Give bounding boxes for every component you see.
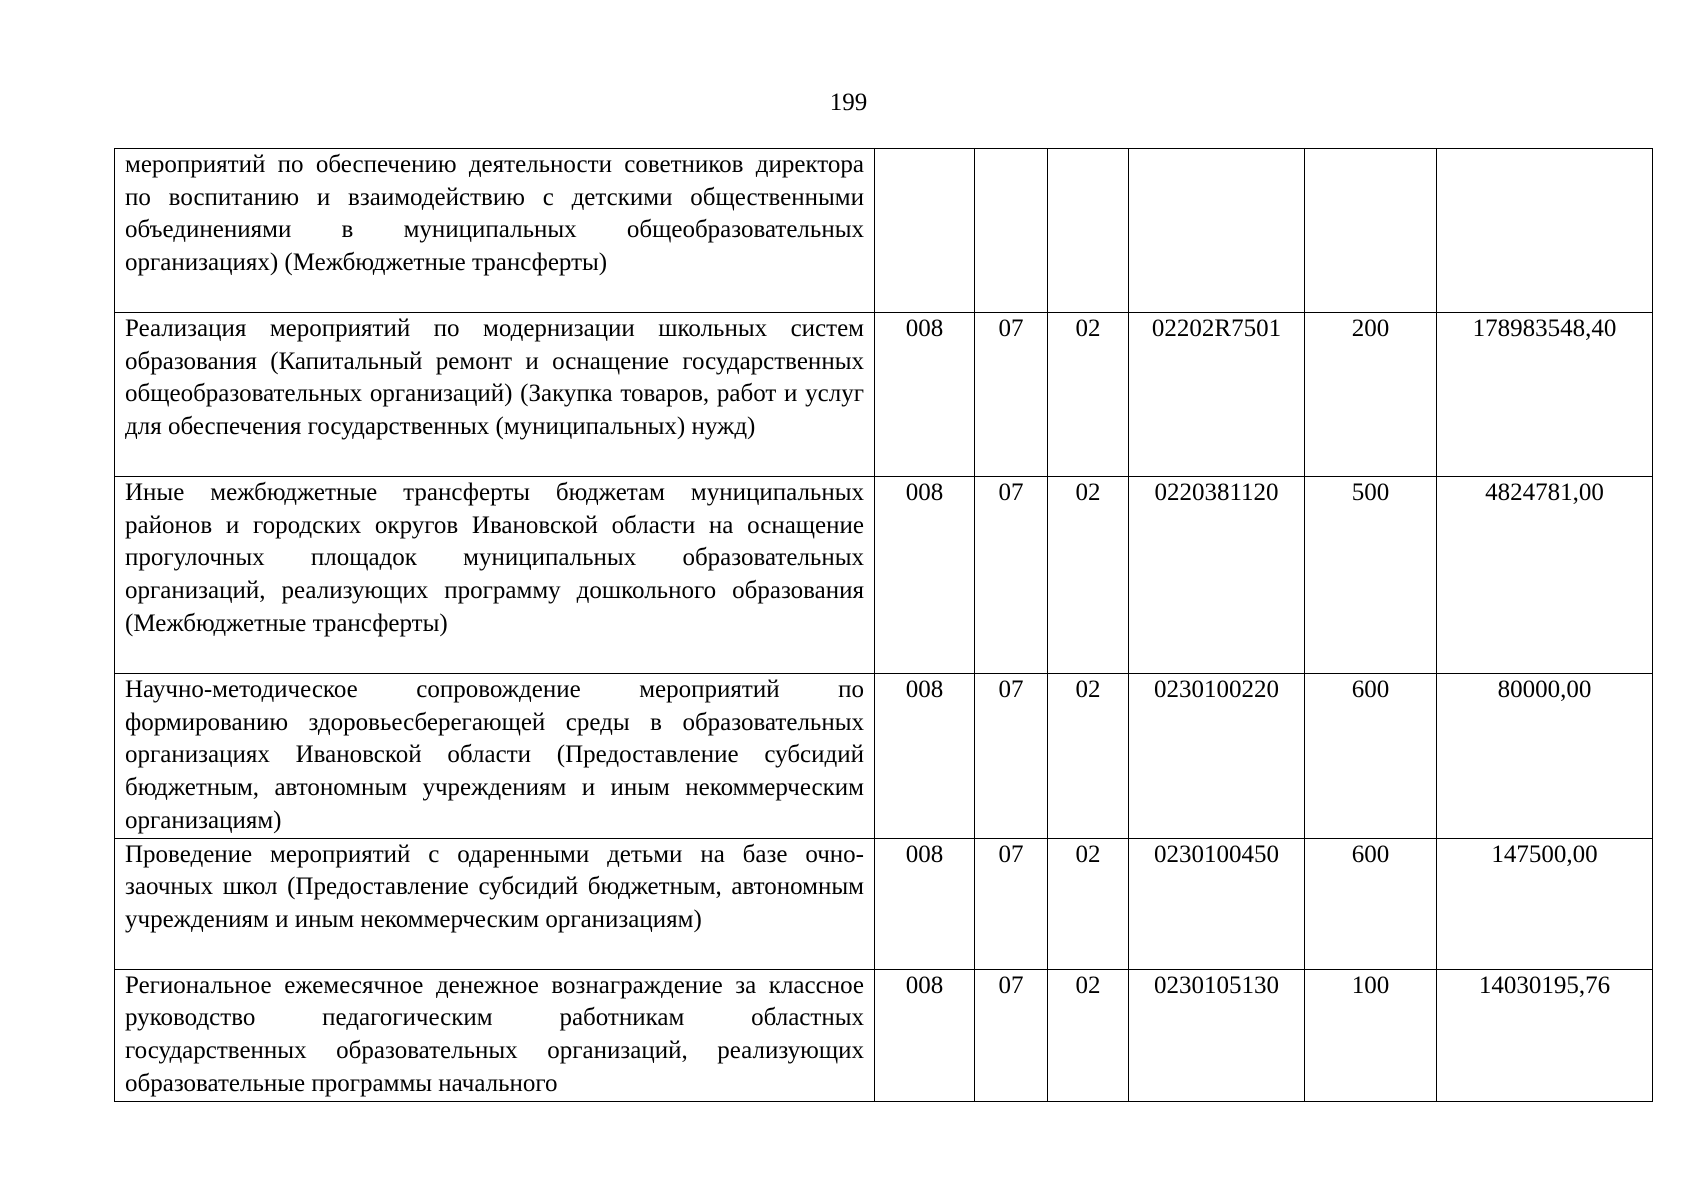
section-code: 07 xyxy=(975,477,1048,674)
subsection-code: 02 xyxy=(1048,477,1129,674)
section-code: 07 xyxy=(975,674,1048,839)
row-description: Реализация мероприятий по модернизации школьных систем образования (Капитальный ремонт и оснащение государственных общеобразовательных организаций) (Закупка товаров, работ и услуг для обеспечения государственных (муниципальных) нужд) xyxy=(115,313,875,477)
table-row xyxy=(115,969,1653,1101)
row-description: Научно-методическое сопровождение мероприятий по формированию здоровьесберегающей среды в образовательных организациях Ивановской области (Предоставление субсидий бюджетным, автономным учреждениям и иным некоммерческим организациям) xyxy=(115,674,875,839)
expense-type-code xyxy=(1305,149,1437,313)
table-row xyxy=(115,838,1653,969)
expense-type-code: 100 xyxy=(1305,969,1437,1101)
amount: 178983548,40 xyxy=(1437,313,1653,477)
section-code: 07 xyxy=(975,969,1048,1101)
section-code xyxy=(975,149,1048,313)
subsection-code: 02 xyxy=(1048,313,1129,477)
row-description: мероприятий по обеспечению деятельности советников директора по воспитанию и взаимодействию с детскими общественными объединениями в муниципальных общеобразовательных организациях) (Межбюджетные трансферты) xyxy=(115,149,875,313)
ministry-code xyxy=(875,149,975,313)
amount: 80000,00 xyxy=(1437,674,1653,839)
budget-table-body xyxy=(115,149,1653,1102)
row-description: Региональное ежемесячное денежное вознаграждение за классное руководство педагогическим работникам областных государственных образовательных организаций, реализующих образовательные программы начального xyxy=(115,969,875,1101)
row-description: Иные межбюджетные трансферты бюджетам муниципальных районов и городских округов Ивановской области на оснащение прогулочных площадок муниципальных образовательных организаций, реализующих программу дошкольного образования (Межбюджетные трансферты) xyxy=(115,477,875,674)
expense-type-code: 500 xyxy=(1305,477,1437,674)
ministry-code: 008 xyxy=(875,313,975,477)
table-row xyxy=(115,477,1653,674)
ministry-code: 008 xyxy=(875,674,975,839)
target-article-code: 0220381120 xyxy=(1129,477,1305,674)
target-article-code xyxy=(1129,149,1305,313)
amount: 4824781,00 xyxy=(1437,477,1653,674)
ministry-code: 008 xyxy=(875,838,975,969)
subsection-code xyxy=(1048,149,1129,313)
budget-table xyxy=(114,148,1653,1102)
subsection-code: 02 xyxy=(1048,674,1129,839)
ministry-code: 008 xyxy=(875,477,975,674)
page-number: 199 xyxy=(829,89,868,116)
ministry-code: 008 xyxy=(875,969,975,1101)
table-row xyxy=(115,149,1653,313)
row-description: Проведение мероприятий с одаренными детьми на базе очно-заочных школ (Предоставление субсидий бюджетным, автономным учреждениям и иным некоммерческим организациям) xyxy=(115,838,875,969)
expense-type-code: 200 xyxy=(1305,313,1437,477)
target-article-code: 0230100220 xyxy=(1129,674,1305,839)
expense-type-code: 600 xyxy=(1305,838,1437,969)
target-article-code: 0230100450 xyxy=(1129,838,1305,969)
target-article-code: 0230105130 xyxy=(1129,969,1305,1101)
table-row xyxy=(115,674,1653,839)
amount xyxy=(1437,149,1653,313)
expense-type-code: 600 xyxy=(1305,674,1437,839)
table-row xyxy=(115,313,1653,477)
target-article-code: 02202R7501 xyxy=(1129,313,1305,477)
amount: 14030195,76 xyxy=(1437,969,1653,1101)
subsection-code: 02 xyxy=(1048,838,1129,969)
amount: 147500,00 xyxy=(1437,838,1653,969)
section-code: 07 xyxy=(975,313,1048,477)
subsection-code: 02 xyxy=(1048,969,1129,1101)
section-code: 07 xyxy=(975,838,1048,969)
